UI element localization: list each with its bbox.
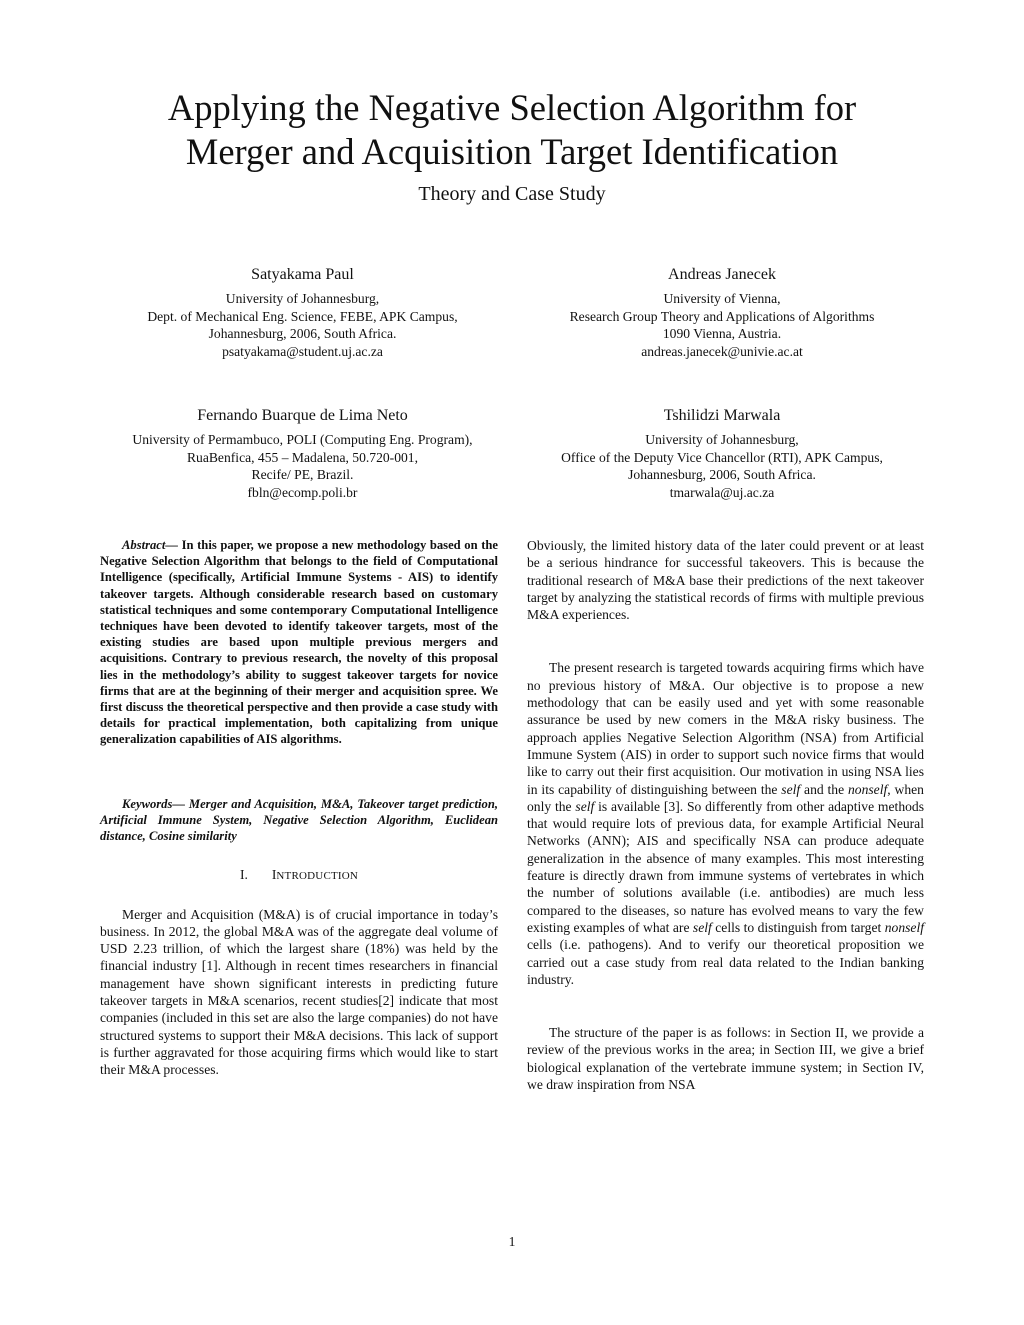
section-number: I.: [239, 867, 248, 883]
author-department: RuaBenfica, 455 – Madalena, 50.720-001,: [186, 449, 419, 465]
author-address: Johannesburg, 2006, South Africa.: [208, 326, 397, 342]
author-email: fbln@ecomp.poli.br: [247, 484, 358, 500]
text-run: cells to distinguish from target: [711, 919, 885, 935]
author-block: [520, 406, 924, 501]
author-department: Office of the Deputy Vice Chancellor (RTI), APK Campus,: [561, 449, 883, 465]
author-email: andreas.janecek@univie.ac.at: [641, 343, 803, 359]
italic-term: self: [692, 919, 712, 935]
text-run: The present research is targeted towards acquiring firms which have no previous history of M&A. Our objective is to propose a new methodology that can be easily used and yet with some reasonable assurance be used by new comers in the M&A risky business. The approach applies Negative Selection Algorithm (NSA) from Artificial Immune System (AIS) in order to support such novice firms that would like to carry out their first acquisition. Our motivation in using NSA lies in its capability of distinguishing between the: [527, 660, 924, 797]
author-email: psatyakama@student.uj.ac.za: [222, 343, 383, 359]
author-address: 1090 Vienna, Austria.: [662, 326, 782, 342]
text-run: is available [3]. So differently from other adaptive methods that would require lots of previous data, for example Artificial Neural Networks (ANN); AIS and specifically NSA can produce adequate generalization in the absence of many examples. This most interesting feature is directly drawn from immune systems of vertebrates in which the number of solutions available (i.e. antibodies) are much less compared to the diseases, so nature has evolved means to vary the few existing examples of what are: [527, 798, 925, 935]
right-column: [527, 537, 924, 1093]
text-run: cells (i.e. pathogens). And to verify our theoretical proposition we carried out a case study from real data related to the Indian banking industry.: [527, 937, 924, 987]
author-name: Satyakama Paul: [251, 266, 354, 283]
body-paragraph: [527, 659, 924, 988]
author-name: Tshilidzi Marwala: [663, 407, 781, 424]
text-run: , when only the: [527, 781, 924, 814]
italic-term: self: [781, 781, 801, 797]
abstract-lead: Abstract—: [122, 538, 178, 552]
author-department: Research Group Theory and Applications of Algorithms: [569, 308, 875, 324]
author-affiliation: University of Johannesburg,: [225, 291, 380, 306]
author-affiliation: University of Johannesburg,: [645, 432, 799, 447]
abstract-text: In this paper, we propose a new methodology based on the Negative Selection Algorithm that belongs to the field of Computational Intelligence (specifically, Artificial Immune Systems - AIS) to identify takeover targets. Although considerable research based on customary statistical techniques and some contemporary Computational Intelligence techniques have been devoted to identify takeover targets, most of the existing studies are based upon multiple previous mergers and acquisitions. Contrary to previous research, the novelty of this proposal lies in the methodology’s ability to suggest takeover targets for novice firms that are at the beginning of their merger and acquisition spree. We first discuss the theoretical perspective and then provide a case study with details for practical implementation, both capitalizing from unique generalization capabilities of AIS algorithms.: [100, 538, 498, 747]
author-address: Recife/ PE, Brazil.: [251, 467, 354, 483]
title-line-1: Applying the Negative Selection Algorithm for: [167, 87, 857, 128]
author-block: [520, 265, 924, 360]
text-run: and the: [800, 781, 848, 797]
abstract: [100, 537, 498, 748]
page-number: 1: [508, 1234, 516, 1249]
author-email: tmarwala@uj.ac.za: [669, 484, 775, 500]
author-name: Andreas Janecek: [668, 266, 776, 283]
body-paragraph: Obviously, the limited history data of the later could prevent or at least be a serious hindrance for successful takeovers. This is because the traditional research of M&A base their predictions of the next takeover target by analyzing the statistical records of firms with multiple previous M&A experiences.: [527, 538, 924, 623]
author-department: Dept. of Mechanical Eng. Science, FEBE, APK Campus,: [147, 308, 458, 324]
italic-term: nonself: [848, 781, 888, 797]
section-title-cap: I: [271, 867, 277, 883]
italic-term: self: [575, 798, 595, 814]
author-address: Johannesburg, 2006, South Africa.: [628, 467, 816, 483]
section-heading: [100, 866, 498, 885]
title-line-2: Merger and Acquisition Target Identification: [185, 131, 839, 172]
paper-title: [100, 86, 924, 174]
body-paragraph: The structure of the paper is as follows: in Section II, we provide a review of the previous works in the area; in Section III, we give a brief biological explanation of the vertebrate immune system; in Section IV, we draw inspiration from NSA: [527, 1025, 924, 1093]
author-affiliation: University of Vienna,: [663, 291, 781, 306]
paper-subtitle: Theory and Case Study: [418, 183, 606, 205]
keywords: Keywords— Merger and Acquisition, M&A, Takeover target prediction, Artificial Immune System, Negative Selection Algorithm, Euclidean distance, Cosine similarity: [100, 796, 498, 844]
author-name: Fernando Buarque de Lima Neto: [197, 407, 408, 424]
author-block: [100, 406, 505, 501]
italic-term: nonself: [884, 919, 925, 935]
left-column: [100, 537, 498, 1079]
intro-paragraph: Merger and Acquisition (M&A) is of crucial importance in today’s business. In 2012, the global M&A was of the aggregate deal volume of USD 2.23 trillion, of which the largest share (18%) was held by the financial industry [1]. Although in recent times researchers in financial management have shown significant interests in predicting future takeover targets in M&A scenarios, recent studies[2] indicate that most companies (included in this set are also the large companies) do not have structured systems to support their M&A decisions. This lack of support is further aggravated for those acquiring firms which would like to start their M&A processes.: [100, 906, 498, 1078]
author-block: [100, 265, 505, 360]
author-affiliation: University of Permambuco, POLI (Computing Eng. Program),: [132, 432, 473, 447]
section-title-rest: NTRODUCTION: [276, 870, 359, 883]
